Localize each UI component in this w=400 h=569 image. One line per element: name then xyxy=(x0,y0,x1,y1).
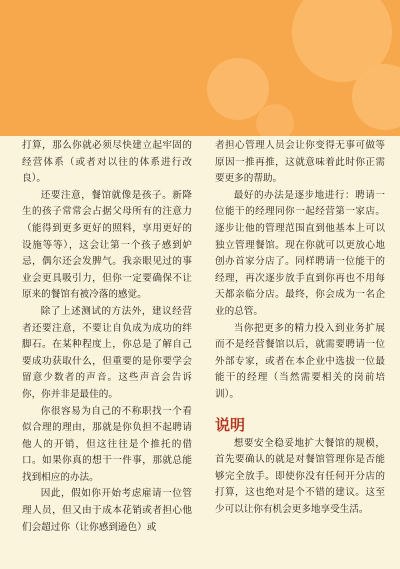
paragraph: 除了上述测试的方法外，建议经营者还要注意，不要让自负成为成功的绊脚石。在某种程度上，你总是了解自己要成功获取什么，但重要的是你要学会留意少数者的声音。这些声音会告诉你，你并非是最佳的。 xyxy=(22,305,192,400)
paragraph: 者担心管理人员会让你变得无事可做等原因一推再推，这就意味着此时你正需要更多的帮助。 xyxy=(215,140,385,185)
paragraph: 当你把更多的精力投入到业务扩展而不是经营餐馆以后，就需要聘请一位外部专家，或者在本企业中选拔一位最能干的经理（当然需要相关的岗前培训）。 xyxy=(215,322,385,400)
section-heading: 说明 xyxy=(215,415,246,434)
paragraph: 最好的办法是逐步地进行：聘请一位能干的经理同你一起经营第一家店。逐步让他的管理范围直到他基本上可以独立管理餐馆。现在你就可以更放心地创办首家分店了。同样聘请一位能干的经理，再次逐步放手直到你再也不用每天都亲临分店。最终，你会成为一名企业的总管。 xyxy=(215,189,385,317)
paragraph: 你很容易为自己的不称职找一个看似合理的理由，那就是你负担不起聘请他人的开销，但这往往是个推托的借口。如果你真的想干一件事，那就总能找到相应的办法。 xyxy=(22,405,192,483)
paragraph: 打算，那么你就必须尽快建立起牢固的经营体系（或者对以往的体系进行改良）。 xyxy=(22,140,192,185)
paragraph: 想要安全稳妥地扩大餐馆的规模，首先要确认的就是对餐馆管理你是否能够完全放手。即使你没有任何开分店的打算，这也绝对是个不错的建议。这至少可以让你有机会更多地享受生活。 xyxy=(215,437,385,515)
right-text-column xyxy=(215,138,385,518)
paragraph: 还要注意，餐馆就像是孩子。新降生的孩子常常会占据父母所有的注意力（能得到更多更好的照料，享用更好的设施等等），这会让第一个孩子感到妒忌，偶尔还会发脾气。我亲眼见过的事业会更具吸引力，但你一定要确保不让原来的餐馆有被冷落的感觉。 xyxy=(22,189,192,301)
paragraph: 因此，假如你开始考虑雇请一位管理人员，但又由于成本花销或者担心他们会超过你（让你感到逊色）或 xyxy=(22,488,192,533)
left-text-column xyxy=(22,138,192,536)
decorative-circle xyxy=(256,104,294,136)
decorative-header-band xyxy=(0,0,400,136)
